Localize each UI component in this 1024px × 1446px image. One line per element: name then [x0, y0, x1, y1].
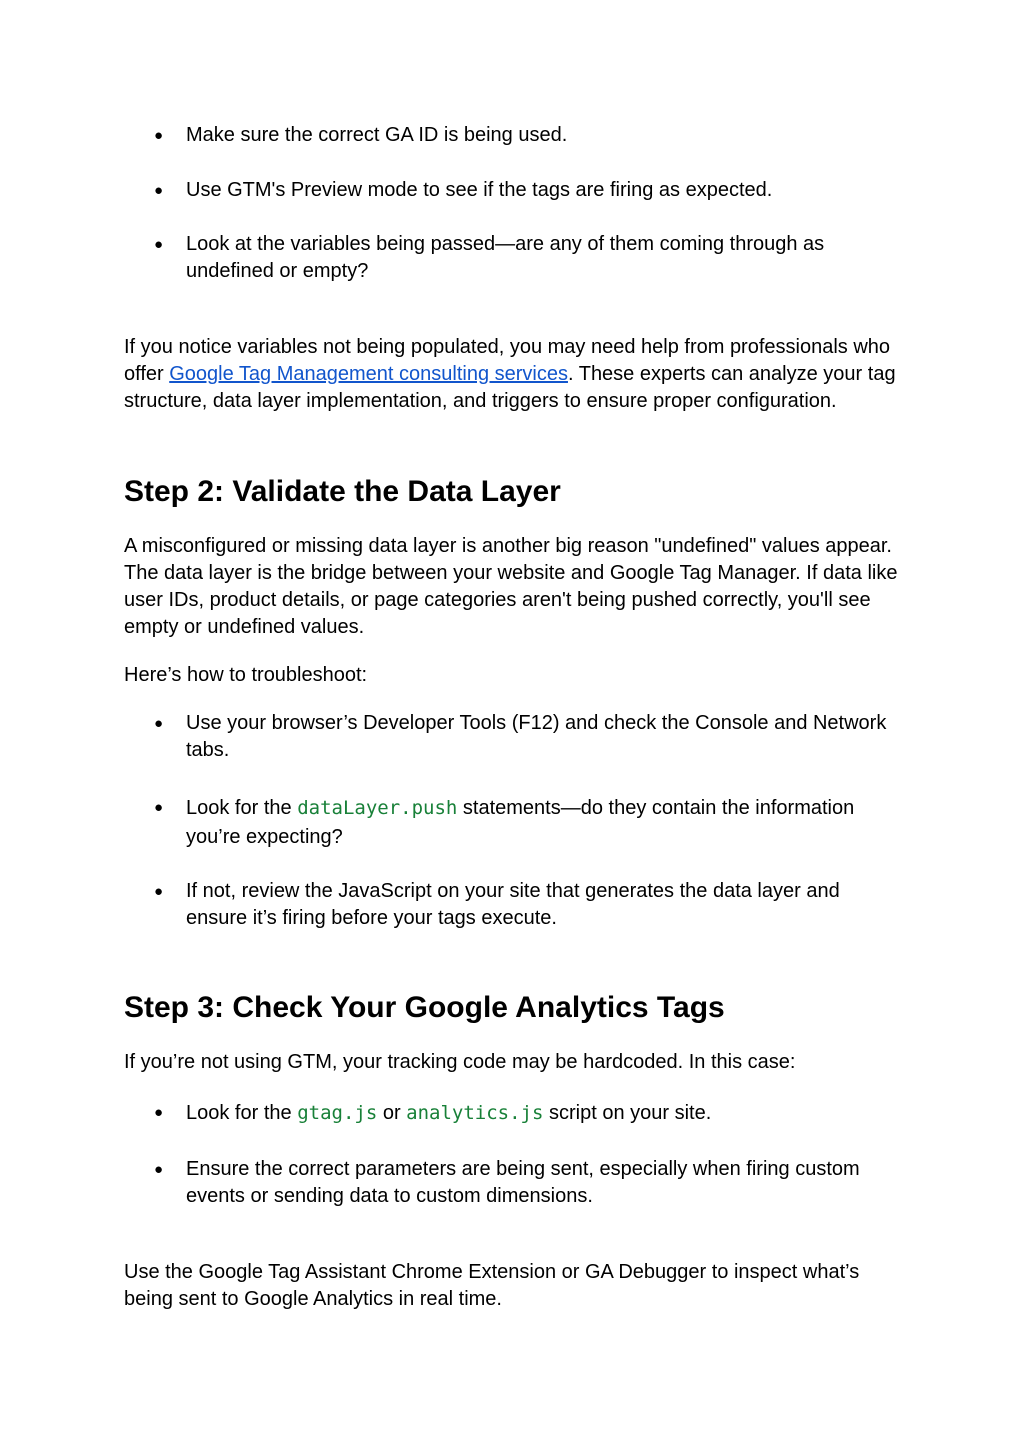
- list-item-text: Look at the variables being passed—are any of them coming through as undefined or empty?: [186, 233, 825, 282]
- paragraph-text: If you notice variables not being populated, you may need help from professionals who offer: [124, 336, 891, 385]
- step3-heading: Step 3: Check Your Google Analytics Tags: [124, 991, 725, 1024]
- closing-paragraph: Use the Google Tag Assistant Chrome Extension or GA Debugger to inspect what’s being sent to Google Analytics in real time.: [124, 1261, 860, 1310]
- step2-paragraph: A misconfigured or missing data layer is another big reason "undefined" values appear. The data layer is the bridge between your website and Google Tag Manager. If data like user IDs, product details, or page categories aren't being pushed correctly, you'll see empty or undefined values.: [124, 535, 898, 638]
- list-item-text: Make sure the correct GA ID is being used.: [186, 124, 568, 146]
- consulting-paragraph: [124, 334, 904, 415]
- bullet-icon: ●: [154, 127, 164, 144]
- list-item: [124, 878, 904, 932]
- list-item: [124, 122, 904, 149]
- bullet-icon: ●: [154, 883, 164, 900]
- bullet-icon: ●: [154, 1104, 164, 1121]
- list-item-text: Ensure the correct parameters are being sent, especially when firing custom events or sending data to custom dimensions.: [186, 1158, 860, 1207]
- list-item-text: Use your browser’s Developer Tools (F12) and check the Console and Network tabs.: [186, 712, 887, 761]
- list-item-text: Look for the gtag.js or analytics.js script on your site.: [186, 1102, 712, 1124]
- inline-code: gtag.js: [297, 1102, 378, 1124]
- bullet-icon: ●: [154, 182, 164, 199]
- list-item: [124, 710, 904, 764]
- list-item: [124, 794, 904, 852]
- step2-intro: Here’s how to troubleshoot:: [124, 664, 368, 686]
- list-item: [124, 1156, 904, 1210]
- step2-heading: Step 2: Validate the Data Layer: [124, 475, 561, 508]
- bullet-icon: ●: [154, 715, 164, 732]
- list-item: [124, 177, 904, 204]
- bullet-icon: ●: [154, 1161, 164, 1178]
- bullet-icon: ●: [154, 799, 164, 816]
- paragraph-text: . These experts can analyze your tag structure, data layer implementation, and triggers to ensure proper configuration.: [124, 363, 896, 412]
- inline-code: analytics.js: [406, 1102, 544, 1124]
- bullet-icon: ●: [154, 236, 164, 253]
- inline-code: dataLayer.push: [297, 797, 458, 819]
- list-item-text: If not, review the JavaScript on your site that generates the data layer and ensure it’s firing before your tags execute.: [186, 880, 840, 929]
- list-item: [124, 1099, 904, 1128]
- step3-intro: If you’re not using GTM, your tracking code may be hardcoded. In this case:: [124, 1051, 796, 1073]
- list-item: [124, 231, 904, 285]
- list-item-text: Use GTM's Preview mode to see if the tags are firing as expected.: [186, 179, 773, 201]
- consulting-services-link[interactable]: Google Tag Management consulting services: [169, 363, 568, 385]
- list-item-text: Look for the dataLayer.push statements—do they contain the information you’re expecting?: [186, 797, 855, 848]
